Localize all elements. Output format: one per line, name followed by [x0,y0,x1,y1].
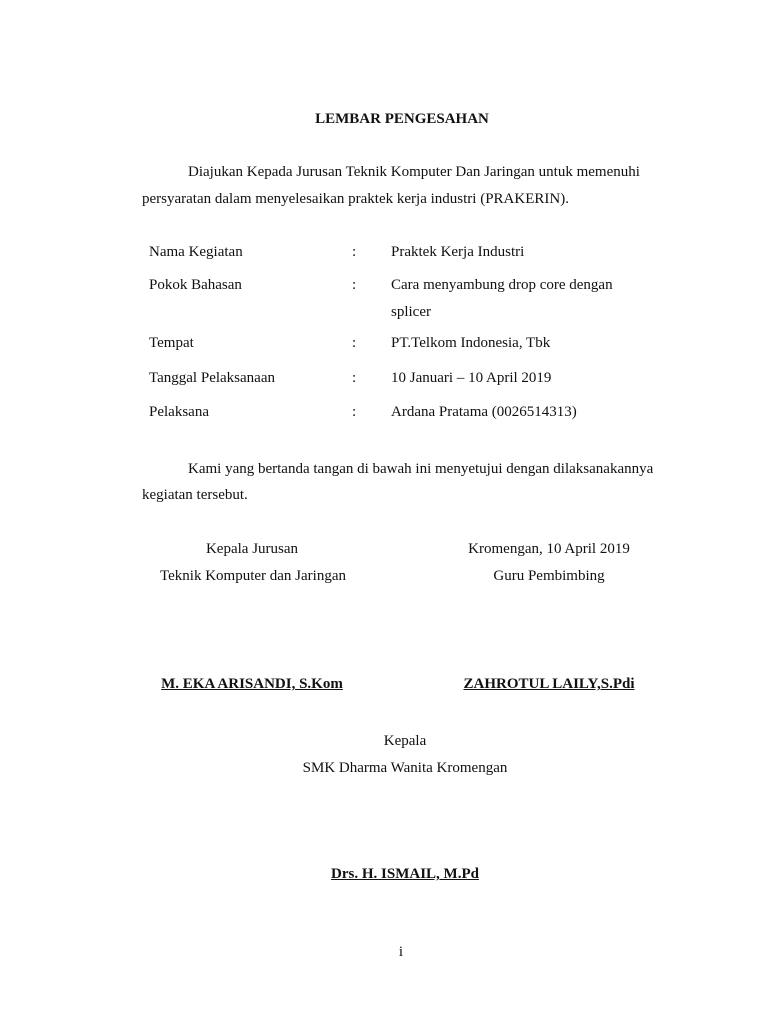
approval-line-1: Kami yang bertanda tangan di bawah ini menyetujui dengan dilaksanakannya [188,461,654,477]
right-signer-name: ZAHROTUL LAILY,S.Pdi [463,676,635,692]
detail-separator: : [352,370,357,386]
detail-value-tempat: PT.Telkom Indonesia, Tbk [391,335,551,351]
detail-value-tanggal: 10 Januari – 10 April 2019 [391,370,552,386]
left-signer-department: Teknik Komputer dan Jaringan [160,568,346,584]
page-title: LEMBAR PENGESAHAN [315,111,489,127]
detail-label-nama-kegiatan: Nama Kegiatan [149,244,243,260]
detail-label-pelaksana: Pelaksana [149,404,209,420]
right-signer-place-date: Kromengan, 10 April 2019 [468,541,630,557]
right-signer-title: Guru Pembimbing [493,568,605,584]
page-number: i [398,944,404,960]
detail-value-pokok-bahasan-cont: splicer [391,304,431,320]
bottom-signer-name: Drs. H. ISMAIL, M.Pd [331,866,479,882]
detail-label-tempat: Tempat [149,335,194,351]
detail-value-nama-kegiatan: Praktek Kerja Industri [391,244,525,260]
intro-line-2: persyaratan dalam menyelesaikan praktek kerja industri (PRAKERIN). [142,191,569,207]
detail-label-pokok-bahasan: Pokok Bahasan [149,277,242,293]
detail-separator: : [352,277,357,293]
intro-line-1: Diajukan Kepada Jurusan Teknik Komputer Dan Jaringan untuk memenuhi [188,164,640,180]
detail-separator: : [352,335,357,351]
detail-value-pelaksana: Ardana Pratama (0026514313) [391,404,577,420]
detail-separator: : [352,404,357,420]
detail-value-pokok-bahasan: Cara menyambung drop core dengan [391,277,613,293]
bottom-signer-title: Kepala [383,733,427,749]
detail-separator: : [352,244,357,260]
bottom-signer-institution: SMK Dharma Wanita Kromengan [302,760,508,776]
approval-line-2: kegiatan tersebut. [142,487,248,503]
left-signer-title: Kepala Jurusan [205,541,299,557]
detail-label-tanggal: Tanggal Pelaksanaan [149,370,275,386]
left-signer-name: M. EKA ARISANDI, S.Kom [161,676,343,692]
